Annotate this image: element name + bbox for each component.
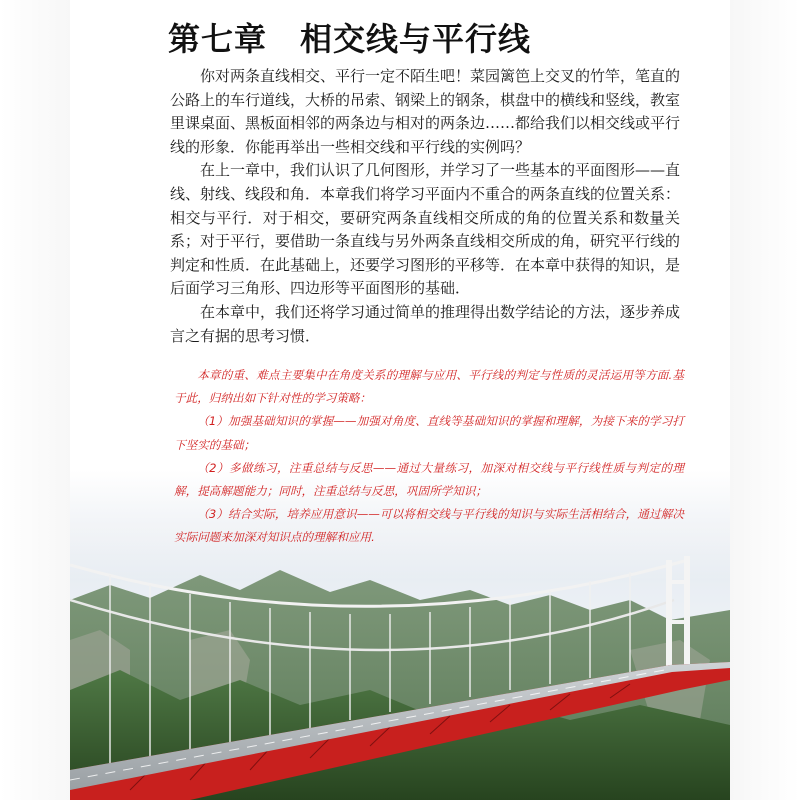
- chapter-title: 第七章 相交线与平行线: [168, 20, 532, 58]
- chapter-intro: [170, 65, 680, 348]
- note-paragraph: 本章的重、难点主要集中在角度关系的理解与应用、平行线的判定与性质的灵活运用等方面.基于此，归纳出如下针对性的学习策略：: [174, 368, 684, 406]
- note-paragraph: （2）多做练习，注重总结与反思——通过大量练习，加深对相交线与平行线性质与判定的理解，提高解题能力；同时，注重总结与反思，巩固所学知识；: [174, 460, 684, 499]
- page-margin-right: [730, 0, 800, 800]
- intro-paragraph: 你对两条直线相交、平行一定不陌生吧！菜园篱笆上交叉的竹竿，笔直的公路上的车行道线，大桥的吊索、钢梁上的钢条，棋盘中的横线和竖线，教室里课桌面、黑板面相邻的两条边与相对的两条边……都给我们以相交线或平行线的形象．你能再举出一些相交线和平行线的实例吗？: [170, 67, 681, 156]
- textbook-page: [70, 0, 730, 800]
- intro-paragraph: 在本章中，我们还将学习通过简单的推理得出数学结论的方法，逐步养成言之有据的思考习惯．: [170, 302, 681, 345]
- handwritten-notes: [174, 364, 684, 550]
- note-paragraph: （1）加强基础知识的掌握——加强对角度、直线等基础知识的掌握和理解，为接下来的学习打下坚实的基础；: [174, 414, 684, 452]
- intro-paragraph: 在上一章中，我们认识了几何图形，并学习了一些基本的平面图形——直线、射线、线段和角．本章我们将学习平面内不重合的两条直线的位置关系：相交与平行．对于相交，要研究两条直线相交所成的角的位置关系和数量关系；对于平行，要借助一条直线与另外两条直线相交所成的角，研究平行线的判定和性质．在此基础上，还要学习图形的平移等．在本章中获得的知识，是后面学习三角形、四边形等平面图形的基础．: [170, 161, 681, 298]
- page-margin-left: [0, 0, 70, 800]
- note-paragraph: （3）结合实际，培养应用意识——可以将相交线与平行线的知识与实际生活相结合，通过解决实际问题来加深对知识点的理解和应用.: [174, 507, 684, 545]
